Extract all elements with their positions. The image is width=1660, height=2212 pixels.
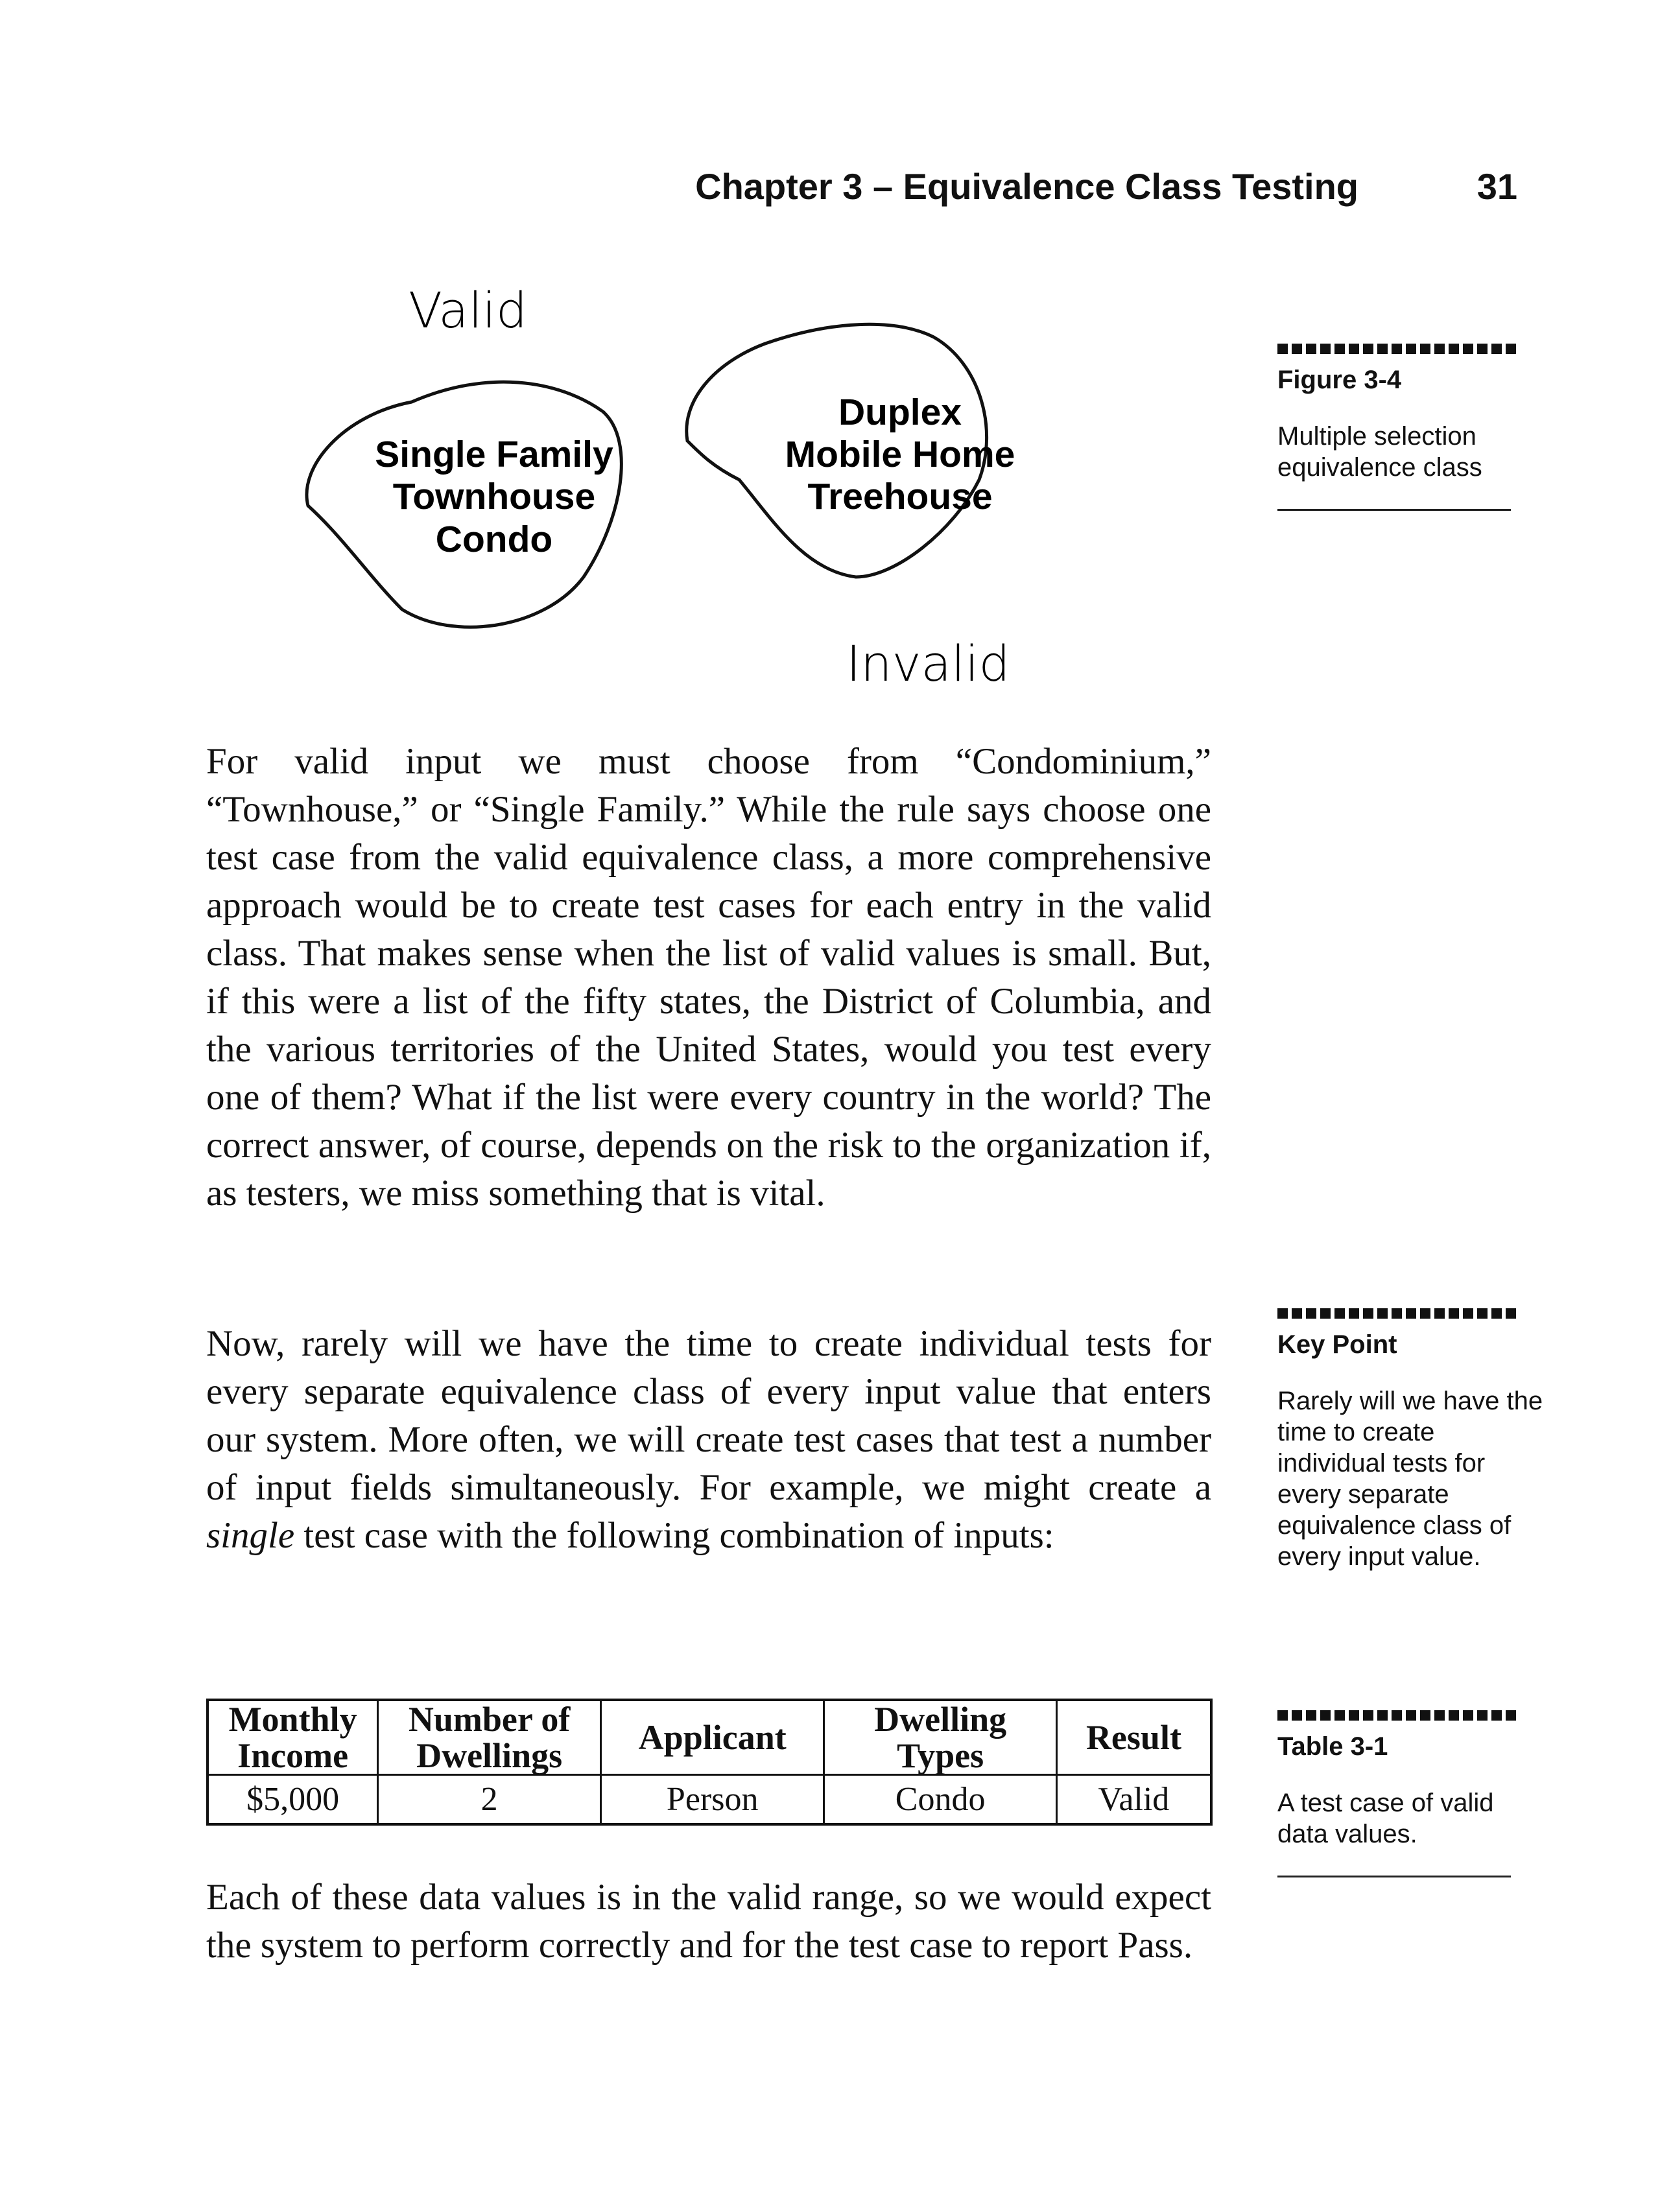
sidebar-divider [1277, 1876, 1511, 1877]
table-row [208, 1775, 1211, 1825]
page-header [695, 165, 1517, 217]
key-point-text: Rarely will we have the time to create individual tests for every separate equivalence class of every input value. [1277, 1387, 1543, 1571]
table-caption-text: A test case of valid data values. [1277, 1789, 1494, 1848]
paragraph-2-end: test case with the following combination of inputs: [303, 1515, 1054, 1556]
paragraph-2 [206, 1320, 1211, 1560]
table-cell: 2 [378, 1775, 601, 1825]
table-cell: Person [601, 1775, 824, 1825]
table-cell: $5,000 [208, 1775, 378, 1825]
page-number: 31 [1476, 166, 1517, 207]
table-caption-sidebar [1277, 1710, 1550, 1877]
invalid-item-2: Mobile Home [785, 434, 1015, 475]
paragraph-2-emphasis: single [206, 1515, 295, 1556]
sidebar-rule [1277, 344, 1517, 354]
valid-item-2: Townhouse [392, 476, 596, 517]
valid-item-1: Single Family [375, 434, 613, 475]
paragraph-1: For valid input we must choose from “Condominium,” “Townhouse,” or “Single Family.” While the rule says choose one test case from the valid equivalence class, a more comprehensive approach would be to create test cases for each entry in the valid class. That makes sense when the list of valid values is small. But, if this were a list of the fifty states, the District of Columbia, and the various territories of the United States, would you test every one of them? What if the list were every country in the world? The correct answer, of course, depends on the risk to the organization if, as testers, we miss something that is vital. [206, 741, 1211, 1214]
chapter-title: Chapter 3 – Equivalence Class Testing [695, 166, 1358, 207]
table-header-row [208, 1700, 1211, 1775]
sidebar-rule [1277, 1710, 1517, 1721]
column-header: Monthly Income [208, 1700, 378, 1775]
column-header: Number of Dwellings [378, 1700, 601, 1775]
paragraph-3: Each of these data values is in the valid range, so we would expect the system to perform correctly and for the test case to report Pass. [206, 1877, 1211, 1966]
sidebar-divider [1277, 509, 1511, 511]
test-case-table [206, 1699, 1213, 1826]
valid-item-3: Condo [435, 519, 553, 560]
key-point-title: Key Point [1277, 1330, 1397, 1359]
column-header: Dwelling Types [824, 1700, 1057, 1775]
figure-caption-text: Multiple selection equivalence class [1277, 422, 1482, 482]
figure-caption-title: Figure 3-4 [1277, 366, 1402, 394]
equivalence-class-figure [272, 272, 1128, 713]
column-header: Result [1056, 1700, 1211, 1775]
table-cell: Valid [1056, 1775, 1211, 1825]
key-point-sidebar [1277, 1308, 1550, 1572]
table-cell: Condo [824, 1775, 1057, 1825]
invalid-label: Invalid [846, 635, 1010, 692]
invalid-item-1: Duplex [838, 392, 962, 433]
figure-caption-sidebar [1277, 344, 1537, 511]
column-header: Applicant [601, 1700, 824, 1775]
valid-label: Valid [409, 281, 528, 339]
sidebar-rule [1277, 1308, 1517, 1319]
table-caption-title: Table 3-1 [1277, 1732, 1388, 1761]
invalid-item-3: Treehouse [807, 476, 993, 517]
paragraph-2-start: Now, rarely will we have the time to create individual tests for every separate equivalence class of every input value that enters our system. More often, we will create test cases that test a number of input fields simultaneously. For example, we might create a [206, 1323, 1211, 1508]
